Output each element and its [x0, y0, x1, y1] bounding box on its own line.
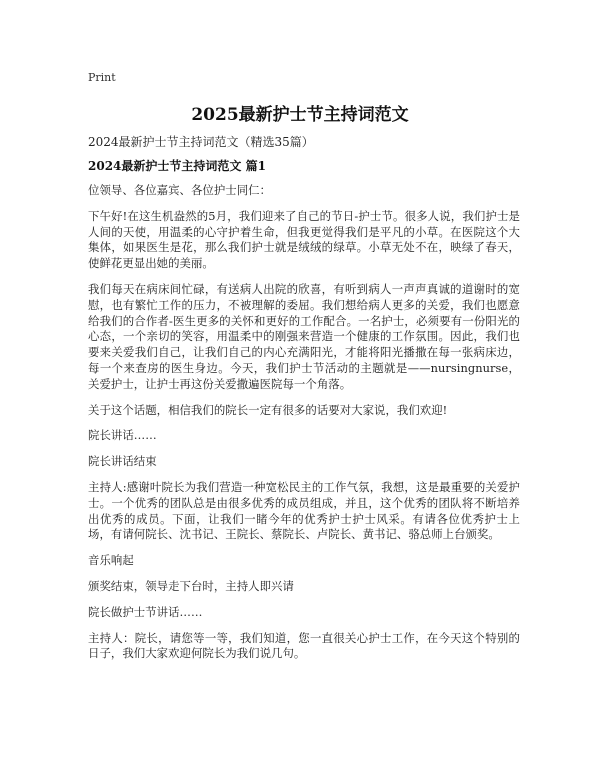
section-heading: 2024最新护士节主持词范文 篇1 [88, 159, 266, 173]
paragraph-daily-work: 我们每天在病床间忙碌，有送病人出院的欣喜，有听到病人一声声真诚的道谢时的宽慰，也有繁忙工作的压力，不被理解的委屈。我们想给病人更多的关爱，我们也愿意给我们的合作者-医生更多的关怀和更好的工作配合。一名护士，必须要有一份阳光的心态，一个亲切的笑容，用温柔中的刚强来营造一个健康的工作氛围。因此，我们也要来关爱我们自己，让我们自己的内心充满阳光，才能将阳光播撒在每一张病床边，每一个来查房的医生身边。今天，我们护士节活动的主题就是——nursingnurse，关爱护士，让护士再这份关爱撒遍医院每一个角落。 [88, 281, 520, 391]
paragraph-intro: 下午好!在这生机盎然的5月，我们迎来了自己的节日-护士节。很多人说，我们护士是人间的天使，用温柔的心守护着生命，但我更觉得我们是平凡的小草。在医院这个大集体，如果医生是花，那么我们护士就是绒绒的绿草。小草无处不在，映绿了春天，使鲜花更显出她的美丽。 [88, 208, 520, 271]
paragraph-host-invite: 主持人：院长，请您等一等，我们知道，您一直很关心护士工作，在今天这个特别的日子，我们大家欢迎何院长为我们说几句。 [88, 630, 520, 661]
paragraph-greeting: 位领导、各位嘉宾、各位护士同仁： [88, 183, 272, 197]
paragraph-dean-nurse-speech: 院长做护士节讲话…… [88, 604, 203, 619]
paragraph-awards-end: 颁奖结束，领导走下台时，主持人即兴请 [88, 578, 294, 593]
paragraph-welcome: 关于这个话题，相信我们的院长一定有很多的话要对大家说，我们欢迎! [88, 402, 448, 417]
paragraph-host-awards: 主持人:感谢叶院长为我们营造一种宽松民主的工作气氛，我想，这是最重要的关爱护士。一个优秀的团队总是由很多优秀的成员组成，并且，这个优秀的团队将不断培养出优秀的成员。下面，让我们一睹今年的优秀护士护士风采。有请各位优秀护士上场，有请何院长、沈书记、王院长、蔡院长、卢院长、黄书记、骆总师上台颁奖。 [88, 479, 520, 542]
print-label: Print [88, 71, 116, 84]
paragraph-music: 音乐响起 [88, 553, 134, 568]
paragraph-dean-speech: 院长讲话…… [88, 428, 157, 443]
page-title: 2025最新护士节主持词范文 [191, 105, 409, 125]
document-body [88, 134, 520, 672]
document-subtitle: 2024最新护士节主持词范文（精选35篇） [88, 135, 314, 149]
paragraph-dean-speech-end: 院长讲话结束 [88, 454, 157, 469]
